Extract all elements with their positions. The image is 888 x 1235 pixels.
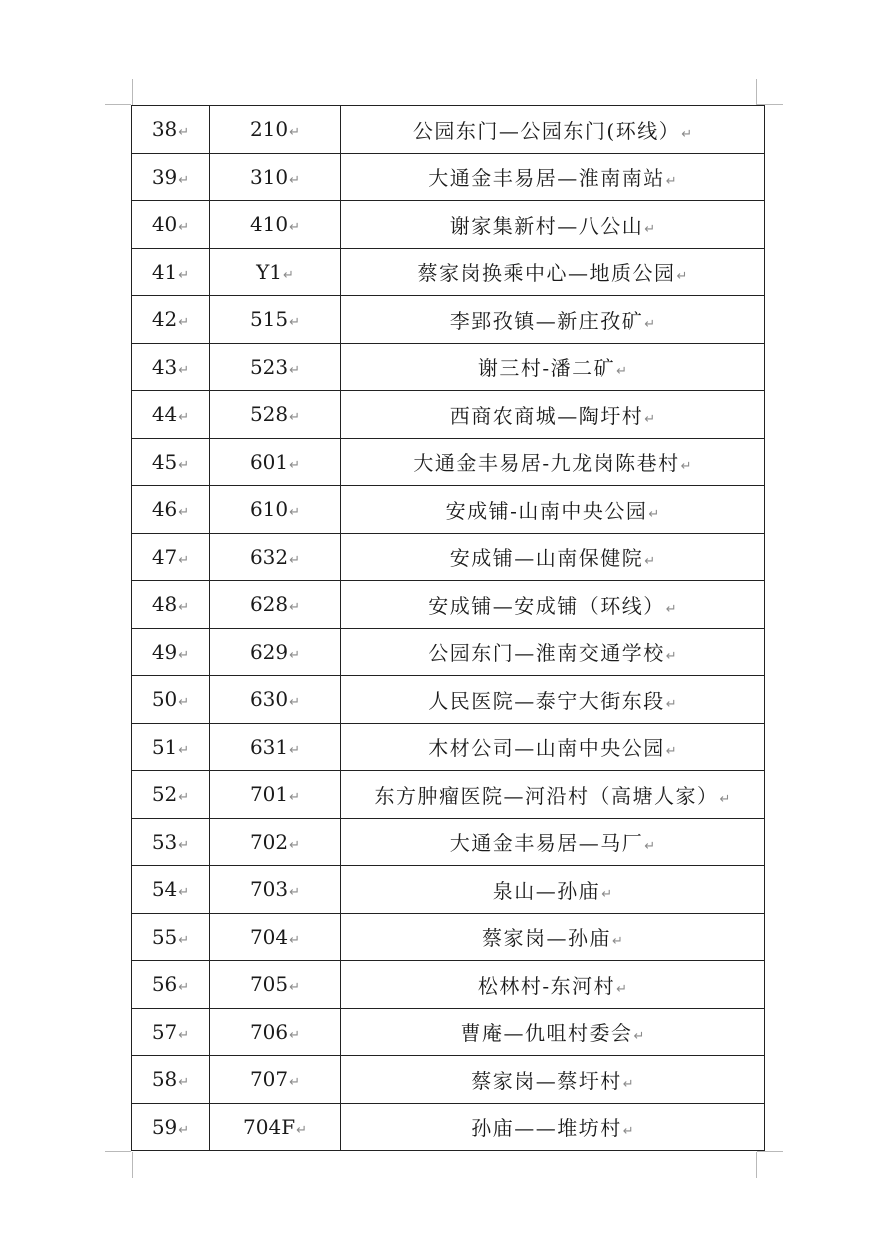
route-name-cell (341, 106, 765, 154)
row-number-cell (132, 153, 210, 201)
route-line-text: 703 (249, 877, 289, 902)
route-name-cell (341, 1008, 765, 1056)
paragraph-mark-icon: ↵ (289, 172, 301, 188)
route-name-text: 公园东门—公园东门(环线） (412, 118, 681, 143)
paragraph-mark-icon: ↵ (178, 1122, 190, 1138)
route-name-cell (341, 438, 765, 486)
route-name-cell (341, 723, 765, 771)
paragraph-mark-icon: ↵ (289, 932, 301, 948)
paragraph-mark-icon: ↵ (178, 790, 190, 806)
paragraph-mark-icon: ↵ (289, 1027, 301, 1043)
route-name-text: 西商农商城—陶圩村 (449, 403, 644, 428)
row-number-text: 46 (151, 497, 178, 522)
row-number-cell (132, 1103, 210, 1151)
table-row (132, 153, 765, 201)
paragraph-mark-icon: ↵ (665, 174, 677, 190)
crop-mark-bottom-right-horizontal (757, 1151, 783, 1152)
paragraph-mark-icon: ↵ (665, 744, 677, 760)
row-number-cell (132, 343, 210, 391)
paragraph-mark-icon: ↵ (644, 221, 656, 237)
route-name-cell (341, 1056, 765, 1104)
paragraph-mark-icon: ↵ (178, 600, 190, 616)
row-number-text: 54 (151, 877, 178, 902)
paragraph-mark-icon: ↵ (289, 410, 301, 426)
route-name-text: 大通金丰易居—马厂 (449, 831, 644, 856)
route-line-text: 610 (249, 497, 289, 522)
table-row (132, 201, 765, 249)
route-name-text: 孙庙——堆坊村 (471, 1116, 622, 1141)
table-row (132, 248, 765, 296)
row-number-text: 41 (151, 259, 178, 284)
route-line-text: 631 (249, 734, 289, 759)
route-name-cell (341, 533, 765, 581)
route-name-text: 东方肿瘤医院—河沿村（高塘人家） (374, 783, 719, 808)
route-line-cell (210, 723, 341, 771)
route-line-cell (210, 913, 341, 961)
row-number-text: 48 (151, 592, 178, 617)
route-name-cell (341, 296, 765, 344)
paragraph-mark-icon: ↵ (648, 506, 660, 522)
table-row (132, 913, 765, 961)
paragraph-mark-icon: ↵ (289, 457, 301, 473)
table-row (132, 533, 765, 581)
route-line-text: 632 (249, 544, 289, 569)
paragraph-mark-icon: ↵ (178, 647, 190, 663)
route-name-cell (341, 201, 765, 249)
paragraph-mark-icon: ↵ (644, 839, 656, 855)
paragraph-mark-icon: ↵ (289, 980, 301, 996)
row-number-cell (132, 1008, 210, 1056)
paragraph-mark-icon: ↵ (665, 649, 677, 665)
paragraph-mark-icon: ↵ (289, 552, 301, 568)
route-name-cell (341, 581, 765, 629)
paragraph-mark-icon: ↵ (289, 1075, 301, 1091)
table-row (132, 106, 765, 154)
paragraph-mark-icon: ↵ (289, 790, 301, 806)
route-line-text: Y1 (256, 259, 283, 284)
paragraph-mark-icon: ↵ (289, 125, 301, 141)
route-line-text: 410 (249, 212, 289, 237)
paragraph-mark-icon: ↵ (289, 505, 301, 521)
route-line-cell (210, 201, 341, 249)
paragraph-mark-icon: ↵ (644, 316, 656, 332)
row-number-text: 57 (151, 1019, 178, 1044)
route-line-text: 210 (249, 117, 289, 142)
route-name-text: 松林村-东河村 (477, 973, 616, 998)
route-name-text: 谢家集新村—八公山 (449, 213, 644, 238)
row-number-text: 39 (151, 164, 178, 189)
route-line-cell (210, 866, 341, 914)
paragraph-mark-icon: ↵ (622, 1076, 634, 1092)
route-line-cell (210, 961, 341, 1009)
route-name-cell (341, 486, 765, 534)
route-line-cell (210, 1056, 341, 1104)
table-row (132, 1056, 765, 1104)
row-number-cell (132, 296, 210, 344)
crop-mark-bottom-right-vertical (756, 1152, 757, 1178)
route-name-text: 安成铺-山南中央公园 (445, 498, 648, 523)
route-line-cell (210, 343, 341, 391)
row-number-cell (132, 1056, 210, 1104)
table-row (132, 866, 765, 914)
route-line-cell (210, 438, 341, 486)
route-name-text: 泉山—孙庙 (492, 878, 601, 903)
paragraph-mark-icon: ↵ (296, 1122, 307, 1138)
route-line-text: 515 (249, 307, 289, 332)
row-number-text: 42 (151, 307, 178, 332)
route-line-text: 310 (249, 164, 289, 189)
route-name-cell (341, 961, 765, 1009)
row-number-cell (132, 866, 210, 914)
route-name-text: 公园东门—淮南交通学校 (428, 641, 665, 666)
paragraph-mark-icon: ↵ (178, 505, 190, 521)
paragraph-mark-icon: ↵ (178, 457, 190, 473)
row-number-text: 52 (151, 782, 178, 807)
table-row (132, 723, 765, 771)
row-number-text: 38 (151, 117, 178, 142)
route-line-cell (210, 486, 341, 534)
route-line-cell (210, 1103, 341, 1151)
route-name-cell (341, 153, 765, 201)
paragraph-mark-icon: ↵ (178, 932, 190, 948)
row-number-cell (132, 771, 210, 819)
paragraph-mark-icon: ↵ (676, 269, 688, 285)
row-number-cell (132, 533, 210, 581)
paragraph-mark-icon: ↵ (289, 695, 301, 711)
paragraph-mark-icon: ↵ (289, 837, 301, 853)
route-name-cell (341, 771, 765, 819)
paragraph-mark-icon: ↵ (601, 886, 613, 902)
route-name-text: 大通金丰易居—淮南南站 (428, 166, 665, 191)
paragraph-mark-icon: ↵ (719, 791, 731, 807)
row-number-cell (132, 106, 210, 154)
route-line-cell (210, 628, 341, 676)
paragraph-mark-icon: ↵ (644, 411, 656, 427)
table-row (132, 676, 765, 724)
route-line-cell (210, 533, 341, 581)
route-line-text: 523 (249, 354, 289, 379)
row-number-text: 58 (151, 1067, 178, 1092)
route-name-cell (341, 1103, 765, 1151)
table-row (132, 486, 765, 534)
paragraph-mark-icon: ↵ (178, 410, 190, 426)
paragraph-mark-icon: ↵ (178, 362, 190, 378)
route-line-text: 704F (243, 1114, 296, 1139)
paragraph-mark-icon: ↵ (178, 172, 190, 188)
row-number-text: 50 (151, 687, 178, 712)
route-name-text: 安成铺—山南保健院 (449, 546, 644, 571)
paragraph-mark-icon: ↵ (178, 315, 190, 331)
row-number-cell (132, 961, 210, 1009)
paragraph-mark-icon: ↵ (633, 1029, 645, 1045)
route-line-text: 630 (249, 687, 289, 712)
paragraph-mark-icon: ↵ (665, 601, 677, 617)
table-row (132, 1103, 765, 1151)
route-name-cell (341, 818, 765, 866)
route-line-cell (210, 296, 341, 344)
paragraph-mark-icon: ↵ (680, 459, 692, 475)
route-line-text: 705 (249, 972, 289, 997)
paragraph-mark-icon: ↵ (289, 600, 301, 616)
table-row (132, 771, 765, 819)
paragraph-mark-icon: ↵ (289, 885, 301, 901)
bus-route-table-body (132, 106, 765, 1151)
row-number-cell (132, 581, 210, 629)
row-number-cell (132, 201, 210, 249)
row-number-cell (132, 818, 210, 866)
row-number-cell (132, 676, 210, 724)
route-name-cell (341, 866, 765, 914)
row-number-text: 47 (151, 544, 178, 569)
row-number-cell (132, 913, 210, 961)
table-row (132, 818, 765, 866)
paragraph-mark-icon: ↵ (178, 552, 190, 568)
route-line-text: 628 (249, 592, 289, 617)
table-row (132, 961, 765, 1009)
paragraph-mark-icon: ↵ (289, 362, 301, 378)
route-line-cell (210, 581, 341, 629)
table-row (132, 391, 765, 439)
route-name-text: 谢三村-潘二矿 (477, 356, 616, 381)
row-number-cell (132, 723, 210, 771)
crop-mark-top-right-vertical (756, 79, 757, 105)
row-number-text: 49 (151, 639, 178, 664)
row-number-text: 51 (151, 734, 178, 759)
row-number-text: 55 (151, 924, 178, 949)
row-number-cell (132, 248, 210, 296)
paragraph-mark-icon: ↵ (178, 1027, 190, 1043)
route-line-text: 707 (249, 1067, 289, 1092)
route-name-cell (341, 248, 765, 296)
paragraph-mark-icon: ↵ (681, 126, 693, 142)
route-name-cell (341, 343, 765, 391)
paragraph-mark-icon: ↵ (178, 125, 190, 141)
paragraph-mark-icon: ↵ (178, 837, 190, 853)
route-line-text: 701 (249, 782, 289, 807)
row-number-cell (132, 486, 210, 534)
route-line-cell (210, 391, 341, 439)
route-name-text: 李郢孜镇—新庄孜矿 (449, 308, 644, 333)
route-name-cell (341, 628, 765, 676)
crop-mark-top-left-horizontal (105, 104, 131, 105)
route-line-cell (210, 676, 341, 724)
paragraph-mark-icon: ↵ (178, 885, 190, 901)
row-number-text: 53 (151, 829, 178, 854)
route-line-text: 528 (249, 402, 289, 427)
route-line-cell (210, 153, 341, 201)
paragraph-mark-icon: ↵ (178, 220, 190, 236)
bus-route-table (131, 105, 765, 1151)
row-number-text: 59 (151, 1114, 178, 1139)
route-name-text: 蔡家岗换乘中心—地质公园 (417, 261, 676, 286)
route-name-cell (341, 391, 765, 439)
paragraph-mark-icon: ↵ (283, 267, 294, 283)
route-line-text: 704 (249, 924, 289, 949)
route-name-text: 蔡家岗—孙庙 (482, 926, 612, 951)
route-line-cell (210, 1008, 341, 1056)
paragraph-mark-icon: ↵ (616, 364, 628, 380)
route-line-cell (210, 248, 341, 296)
paragraph-mark-icon: ↵ (289, 647, 301, 663)
paragraph-mark-icon: ↵ (665, 696, 677, 712)
route-name-text: 木材公司—山南中央公园 (428, 736, 665, 761)
route-name-text: 安成铺—安成铺（环线） (428, 593, 665, 618)
table-row (132, 581, 765, 629)
paragraph-mark-icon: ↵ (612, 934, 623, 950)
paragraph-mark-icon: ↵ (289, 742, 301, 758)
paragraph-mark-icon: ↵ (178, 980, 190, 996)
table-row (132, 438, 765, 486)
paragraph-mark-icon: ↵ (616, 981, 628, 997)
row-number-text: 44 (151, 402, 178, 427)
route-line-cell (210, 106, 341, 154)
route-name-text: 人民医院—泰宁大街东段 (428, 688, 665, 713)
paragraph-mark-icon: ↵ (289, 220, 301, 236)
crop-mark-top-left-vertical (132, 79, 133, 105)
route-line-text: 706 (249, 1019, 289, 1044)
table-row (132, 628, 765, 676)
route-name-cell (341, 676, 765, 724)
paragraph-mark-icon: ↵ (178, 695, 190, 711)
route-line-text: 629 (249, 639, 289, 664)
route-name-text: 蔡家岗—蔡圩村 (471, 1068, 622, 1093)
row-number-cell (132, 391, 210, 439)
paragraph-mark-icon: ↵ (644, 554, 656, 570)
row-number-text: 40 (151, 212, 178, 237)
table-row (132, 1008, 765, 1056)
row-number-text: 45 (151, 449, 178, 474)
paragraph-mark-icon: ↵ (178, 1075, 190, 1091)
route-name-cell (341, 913, 765, 961)
paragraph-mark-icon: ↵ (622, 1124, 634, 1140)
paragraph-mark-icon: ↵ (178, 267, 190, 283)
route-name-text: 大通金丰易居-九龙岗陈巷村 (413, 451, 680, 476)
route-line-cell (210, 818, 341, 866)
route-name-text: 曹庵—仇咀村委会 (460, 1021, 633, 1046)
row-number-cell (132, 628, 210, 676)
table-row (132, 296, 765, 344)
paragraph-mark-icon: ↵ (178, 742, 190, 758)
table-row (132, 343, 765, 391)
row-number-cell (132, 438, 210, 486)
crop-mark-bottom-left-horizontal (105, 1151, 131, 1152)
paragraph-mark-icon: ↵ (289, 315, 301, 331)
row-number-text: 43 (151, 354, 178, 379)
route-line-text: 601 (249, 449, 289, 474)
route-line-text: 702 (249, 829, 289, 854)
crop-mark-bottom-left-vertical (132, 1152, 133, 1178)
row-number-text: 56 (151, 972, 178, 997)
route-line-cell (210, 771, 341, 819)
